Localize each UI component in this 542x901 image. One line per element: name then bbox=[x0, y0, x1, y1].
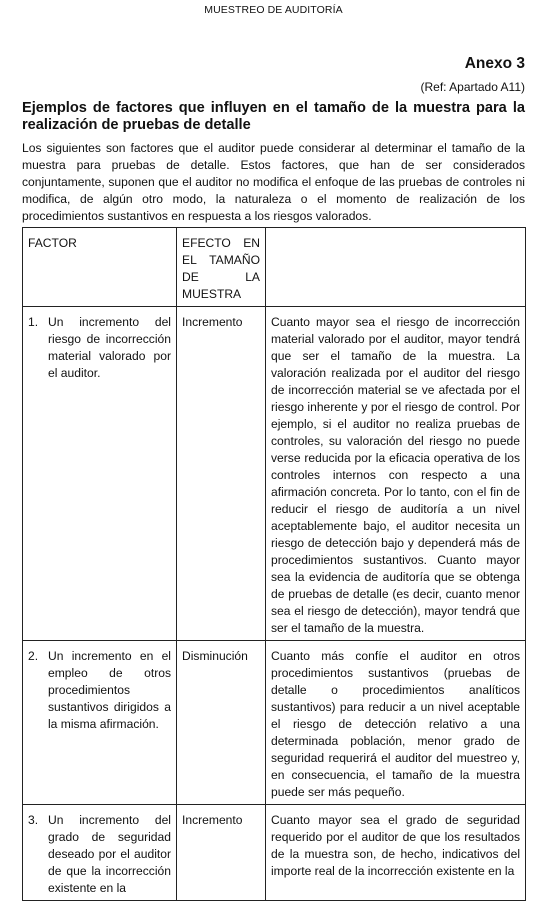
effect-cell: Incremento bbox=[177, 307, 266, 641]
factor-text: Un incremento del riesgo de incorrección material valorado por el auditor. bbox=[48, 315, 171, 380]
intro-paragraph: Los siguientes son factores que el auditor puede considerar al determinar el tamaño de la muestra para pruebas de detalle. Estos factores, que han de ser considerados conjuntamente, suponen que el auditor no modifica el enfoque de las pruebas de controles ni modifica, de algún otro modo, la naturaleza o el momento de realización de los procedimientos sustantivos en respuesta a los riesgos valorados. bbox=[22, 141, 525, 223]
factor-number: 1. bbox=[28, 315, 39, 329]
table-row bbox=[23, 805, 526, 901]
factor-number: 2. bbox=[28, 649, 39, 663]
annex-label: Anexo 3 bbox=[464, 55, 525, 72]
effect-cell: Disminución bbox=[177, 641, 266, 805]
factor-text: Un incremento en el empleo de otros procedimientos sustantivos dirigidos a la misma afirmación. bbox=[48, 649, 171, 731]
effect-cell: Incremento bbox=[177, 805, 266, 901]
factor-cell bbox=[23, 641, 177, 805]
table-row bbox=[23, 641, 526, 805]
factor-cell bbox=[23, 307, 177, 641]
explanation-cell: Cuanto más confíe el auditor en otros procedimientos sustantivos (pruebas de detalle o procedimientos analíticos sustantivos) para reducir a un nivel aceptable el riesgo de detección relativo a una determinada población, menor grado de seguridad requerirá el auditor del muestreo y, en consecuencia, el tamaño de la muestra puede ser más pequeño. bbox=[266, 641, 526, 805]
section-title: Ejemplos de factores que influyen en el tamaño de la muestra para la realización de pruebas de detalle bbox=[22, 100, 525, 133]
table-row bbox=[23, 307, 526, 641]
document-page bbox=[22, 0, 525, 901]
factor-number: 3. bbox=[28, 813, 39, 827]
header-explanation bbox=[266, 228, 526, 307]
header-effect: EFECTO EN EL TAMAÑO DE LA MUESTRA bbox=[177, 228, 266, 307]
explanation-cell: Cuanto mayor sea el grado de seguridad requerido por el auditor de que los resultados de la muestra son, de hecho, indicativos del importe real de la incorrección existente en la bbox=[266, 805, 526, 901]
annex-reference: (Ref: Apartado A11) bbox=[420, 80, 525, 94]
running-header: MUESTREO DE AUDITORÍA bbox=[204, 4, 343, 16]
table-header-row bbox=[23, 228, 526, 307]
explanation-cell: Cuanto mayor sea el riesgo de incorrección material valorado por el auditor, mayor tendrá que ser el tamaño de la muestra. La valoración realizada por el auditor del riesgo de incorrección material se ve afectada por el riesgo inherente y por el riesgo de control. Por ejemplo, si el auditor no realiza pruebas de controles, su valoración del riesgo no puede verse reducida por la eficacia operativa de los controles internos con respecto a una afirmación concreta. Por lo tanto, con el fin de reducir el riesgo de auditoría a un nivel aceptablemente bajo, el auditor necesita un riesgo de detección bajo y dependerá más de procedimientos sustantivos. Cuanto mayor sea la evidencia de auditoría que se obtenga de pruebas de detalle (es decir, cuanto menor sea el riesgo de detección), mayor tendrá que ser el tamaño de la muestra. bbox=[266, 307, 526, 641]
factors-table bbox=[22, 227, 526, 901]
header-factor: FACTOR bbox=[23, 228, 177, 307]
factor-cell bbox=[23, 805, 177, 901]
factor-text: Un incremento del grado de seguridad deseado por el auditor de que la incorrección existente en la bbox=[48, 813, 171, 895]
